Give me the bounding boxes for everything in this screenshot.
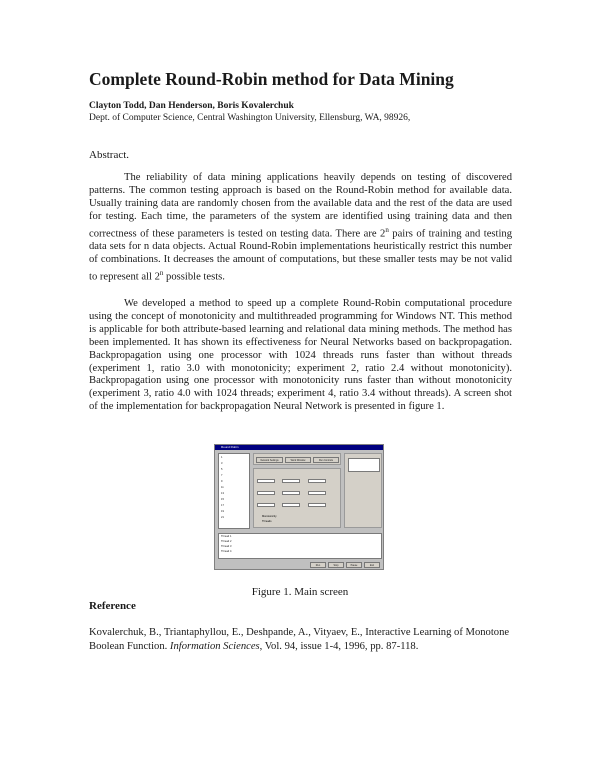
figure-right-panel bbox=[344, 453, 382, 528]
figure-button: Pause bbox=[346, 562, 362, 568]
figure-checkbox-label: Threads bbox=[262, 520, 272, 523]
figure-list-item: 21 bbox=[221, 516, 224, 519]
figure-list-item: 5 bbox=[221, 468, 223, 471]
paper-affiliation: Dept. of Computer Science, Central Washington University, Ellensburg, WA, 98926, bbox=[89, 113, 411, 123]
figure-list-item: 9 bbox=[221, 480, 223, 483]
reference-heading: Reference bbox=[89, 600, 136, 612]
paper-title: Complete Round-Robin method for Data Mining bbox=[89, 69, 454, 89]
superscript-n: n bbox=[385, 225, 389, 234]
figure-settings-panel bbox=[253, 468, 341, 528]
paragraph-2-text: We developed a method to speed up a complete Round-Robin computational procedure using the concept of monotonicity and multithreaded programming for Windows NT. This method is applicable for both attribute-based learning and relational data mining methods. The method has been implemented. It has shown its effectiveness for Neural Networks based on backpropagation. Backpropagation using one processor with 1024 threads runs faster than without threads (experiment 1, ratio 3.0 with monotonicity; experiment 2, ratio 2.4 without monotonicity). Backpropagation using one processor with monotonicity runs faster than without monotonicity (experiment 3, ratio 4.0 with 1024 threads; experiment 4, ratio 3.4 without threads). A screen shot of the implementation for backpropagation Neural Network is presented in figure 1. bbox=[89, 298, 512, 413]
figure-field bbox=[308, 503, 326, 507]
figure-titlebar bbox=[215, 445, 383, 450]
figure-field bbox=[282, 491, 300, 495]
figure-info-box bbox=[348, 458, 380, 472]
figure-tab: Network Settings bbox=[256, 457, 283, 463]
reference-details: , Vol. 94, issue 1-4, 1996, pp. 87-118. bbox=[259, 641, 419, 652]
figure-window-title: Round Robin bbox=[221, 445, 239, 449]
figure-list-item: 13 bbox=[221, 492, 224, 495]
figure-field bbox=[282, 479, 300, 483]
figure-log-area bbox=[218, 533, 382, 559]
paragraph-1-text-c: possible tests. bbox=[163, 271, 225, 283]
figure-field bbox=[308, 491, 326, 495]
abstract-paragraph-1 bbox=[89, 172, 512, 284]
figure-caption: Figure 1. Main screen bbox=[251, 586, 349, 598]
figure-1-screenshot bbox=[214, 444, 384, 570]
figure-tab-panel bbox=[253, 453, 341, 465]
figure-field bbox=[308, 479, 326, 483]
figure-list-item: 19 bbox=[221, 510, 224, 513]
figure-field bbox=[257, 503, 275, 507]
paragraph-1-text-a: The reliability of data mining applications heavily depends on testing of discovered patterns. The common testing approach is based on the Round-Robin method for available data. Usually training data are randomly chosen from the available data and the rest of the data are used for testing. Each time, the parameters of the system are identified using training data and then correctness of these parameters is tested on testing data. There are 2 bbox=[89, 172, 512, 240]
figure-list-item: 3 bbox=[221, 462, 223, 465]
reference-authors-title: Kovalerchuk, B., Triantaphyllou, E., Deshpande, A., Vityaev, E., Interactive Learning of Monotone Boolean Function. bbox=[89, 627, 510, 652]
figure-tab: Word Window bbox=[285, 457, 311, 463]
figure-list-item: 15 bbox=[221, 498, 224, 501]
figure-checkbox-label: Monotonicity bbox=[262, 515, 277, 518]
paragraph-1-text-b: pairs of training and testing data sets for n data objects. Actual Round-Robin implementations heuristically restrict this number of combinations. It decreases the amount of computations, but these smaller tests may be not valid to represent all 2 bbox=[89, 228, 512, 283]
figure-left-list bbox=[218, 453, 250, 529]
paper-authors: Clayton Todd, Dan Henderson, Boris Kovalerchuk bbox=[89, 101, 294, 111]
figure-log-row: Thread 2 bbox=[221, 540, 232, 543]
figure-list-item: 11 bbox=[221, 486, 224, 489]
figure-tab: Run Controls bbox=[313, 457, 339, 463]
figure-list-item: 7 bbox=[221, 474, 223, 477]
figure-field bbox=[257, 491, 275, 495]
reference-journal: Information Sciences bbox=[169, 641, 260, 652]
figure-field bbox=[282, 503, 300, 507]
figure-list-item: 1 bbox=[221, 456, 223, 459]
abstract-paragraph-2 bbox=[89, 298, 512, 414]
figure-list-item: 17 bbox=[221, 504, 224, 507]
superscript-n-2: n bbox=[159, 268, 164, 277]
figure-button: Exit bbox=[364, 562, 380, 568]
figure-field bbox=[257, 479, 275, 483]
figure-button: Stop bbox=[328, 562, 344, 568]
abstract-label: Abstract. bbox=[89, 149, 130, 161]
figure-log-row: Thread 1 bbox=[221, 535, 232, 538]
figure-log-row: Thread 3 bbox=[221, 545, 232, 548]
figure-button: Run bbox=[310, 562, 326, 568]
figure-log-row: Thread 4 bbox=[221, 550, 232, 553]
reference-entry bbox=[89, 626, 519, 654]
